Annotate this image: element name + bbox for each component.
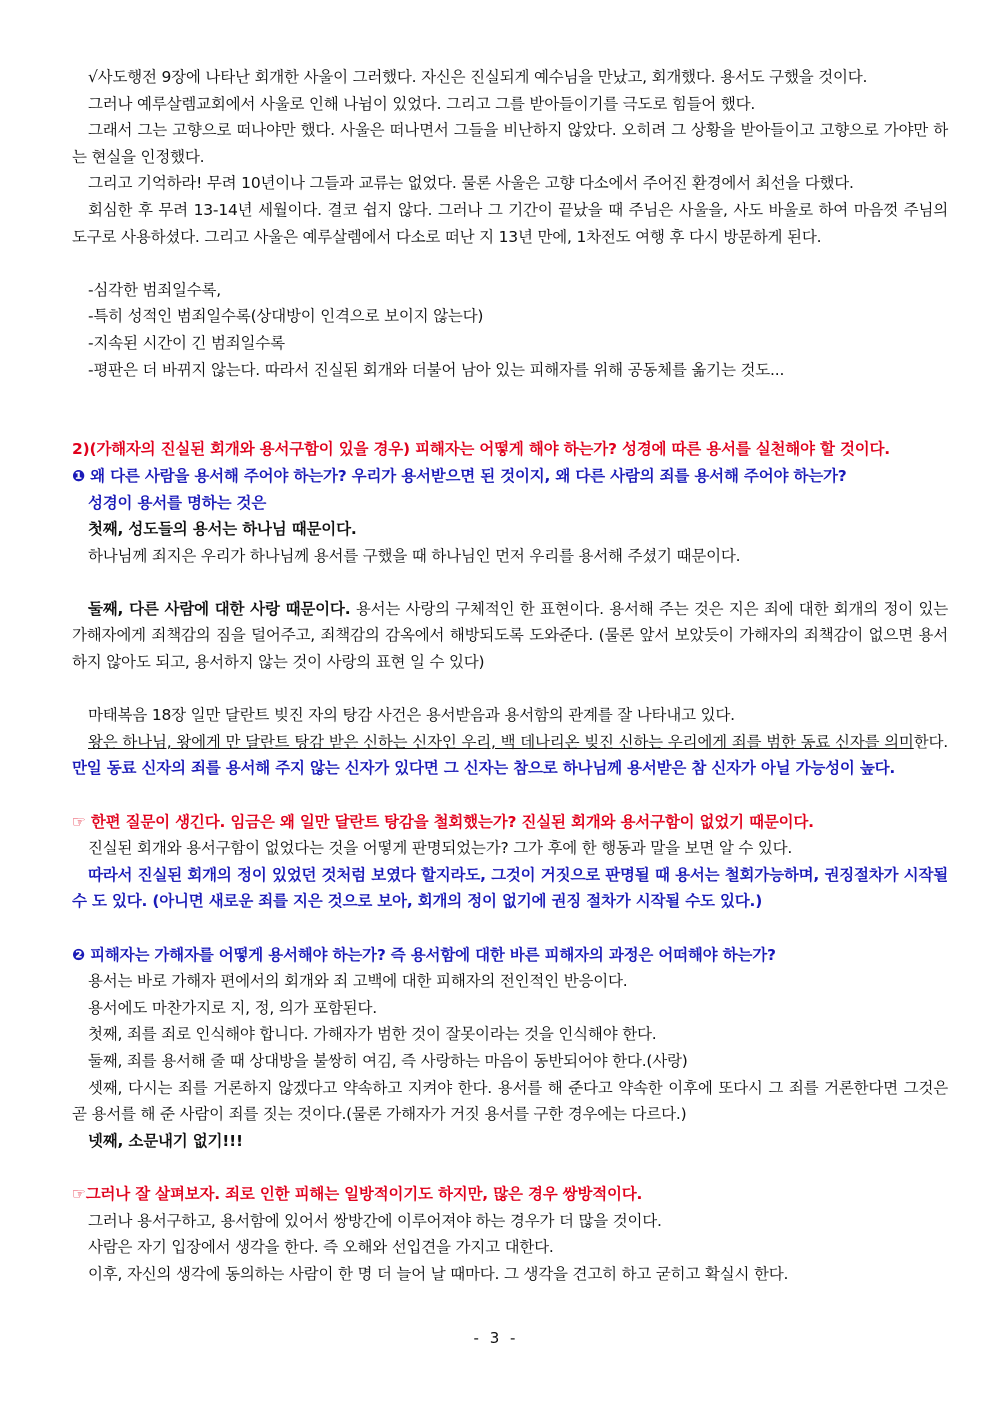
- question-2-line: 셋째, 다시는 죄를 거론하지 않겠다고 약속하고 지켜야 한다. 용서를 해 준다고 약속한 이후에 또다시 그 죄를 거론한다면 그것은 곧 용서를 해 준 사람이 죄를 짓는 것이다.(물론 가해자가 거짓 용서를 구한 경우에는 다르다.): [72, 1078, 948, 1124]
- king-plain: 한다.: [913, 732, 948, 751]
- spacer: [72, 250, 948, 277]
- matthew-line: 마태복음 18장 일만 달란트 빚진 자의 탕감 사건은 용서받음과 용서함의 관계를 잘 나타내고 있다.: [88, 706, 735, 725]
- dash-item: -특히 성적인 범죄일수록(상대방이 인격으로 보이지 않는다): [88, 307, 484, 326]
- question-2-line: 둘째, 죄를 용서해 줄 때 상대방을 불쌍히 여김, 즉 사랑하는 마음이 동반되어야 한다.(사랑): [88, 1051, 688, 1070]
- second-reason-text: 용서는 사랑의 구체적인 한 표현이다. 용서해 주는 것은 지은 죄에 대한 회개의 정이 있는 가해자에게 죄책감의 짐을 덜어주고, 죄책감의 감옥에서 해방되도록 도와준다. (물론 앞서 보았듯이 가해자의 죄책감이 없으면 용서하지 않아도 되고, 용서하지 않는 것이 사랑의 표현 일 수 있다): [72, 599, 948, 672]
- question-2: ❷ 피해자는 가해자를 어떻게 용서해야 하는가? 즉 용서함에 대한 바른 피해자의 과정은 어떠해야 하는가?: [72, 945, 776, 964]
- king-emphasis: 만일 동료 신자의 죄를 용서해 주지 않는 신자가 있다면 그 신자는 참으로 하나님께 용서받은 참 신자가 아닐 가능성이 높다.: [72, 759, 896, 778]
- dash-item: -지속된 시간이 긴 범죄일수록: [88, 333, 285, 352]
- question-2-line: 첫째, 죄를 죄로 인식해야 합니다. 가해자가 범한 것이 잘못이라는 것을 인식해야 한다.: [88, 1025, 657, 1044]
- question-2-line-bold: 넷째, 소문내기 없기!!!: [88, 1131, 243, 1150]
- dash-item: -심각한 범죄일수록,: [88, 280, 222, 299]
- question-note-emphasis: 따라서 진실된 회개의 정이 있었던 것처럼 보였다 할지라도, 그것이 거짓으로 판명될 때 용서는 철회가능하며, 권징절차가 시작될 수 도 있다. (아니면 새로운 죄를 지은 것으로 보아, 회개의 정이 없기에 권징 절차가 시작될 수도 있다.): [72, 865, 948, 911]
- spacer: [72, 676, 948, 703]
- spacer: [72, 410, 948, 437]
- mutual-line: 이후, 자신의 생각에 동의하는 사람이 한 명 더 늘어 날 때마다. 그 생각을 견고히 하고 굳히고 확실시 한다.: [88, 1264, 789, 1283]
- question-2-line: 용서는 바로 가해자 편에서의 회개와 죄 고백에 대한 피해자의 전인적인 반응이다.: [88, 972, 628, 991]
- spacer: [72, 569, 948, 596]
- first-reason-heading: 첫째, 성도들의 용서는 하나님 때문이다.: [88, 520, 357, 539]
- mutual-line: 사람은 자기 입장에서 생각을 한다. 즉 오해와 선입견을 가지고 대한다.: [88, 1238, 554, 1257]
- spacer: [72, 1154, 948, 1181]
- second-reason-paragraph: [72, 596, 948, 676]
- section-heading: 2)(가해자의 진실된 회개와 용서구함이 있을 경우) 피해자는 어떻게 해야 하는가? 성경에 따른 용서를 실천해야 할 것이다.: [72, 440, 890, 459]
- question-1: ❶ 왜 다른 사람을 용서해 주어야 하는가? 우리가 용서받으면 된 것이지, 왜 다른 사람의 죄를 용서해 주어야 하는가?: [72, 466, 847, 485]
- king-underlined: 왕은 하나님, 왕에게 만 달란트 탕감 받은 신하는 신자인 우리, 백 데나리온 빚진 신하는 우리에게 죄를 범한 동료 신자를 의미: [88, 732, 914, 751]
- dash-list: [72, 277, 948, 383]
- first-reason-text: 하나님께 죄지은 우리가 하나님께 용서를 구했을 때 하나님인 먼저 우리를 용서해 주셨기 때문이다.: [88, 546, 741, 565]
- king-paragraph: [72, 729, 948, 782]
- question-note: ☞ 한편 질문이 생긴다. 임금은 왜 일만 달란트 탕감을 철회했는가? 진실된 회개와 용서구함이 없었기 때문이다.: [72, 812, 814, 831]
- spacer: [72, 383, 948, 410]
- mutual-note: ☞그러나 잘 살펴보자. 죄로 인한 피해는 일방적이기도 하지만, 많은 경우 쌍방적이다.: [72, 1184, 643, 1203]
- question-2-line: 용서에도 마찬가지로 지, 정, 의가 포함된다.: [88, 998, 377, 1017]
- spacer: [72, 915, 948, 942]
- spacer: [72, 782, 948, 809]
- intro-line-3: 그래서 그는 고향으로 떠나야만 했다. 사울은 떠나면서 그들을 비난하지 않았다. 오히려 그 상황을 받아들이고 고향으로 가야만 하는 현실을 인정했다.: [72, 121, 948, 166]
- question-note-text: 진실된 회개와 용서구함이 없었다는 것을 어떻게 판명되었는가? 그가 후에 한 행동과 말을 보면 알 수 있다.: [88, 839, 793, 858]
- intro-line-5: 회심한 후 무려 13-14년 세월이다. 결코 쉽지 않다. 그러나 그 기간이 끝났을 때 주님은 사울을, 사도 바울로 하여 마음껏 주님의 도구로 사용하셨다. 그리고 사울은 예루살렘에서 다소로 떠난 지 13년 만에, 1차전도 여행 후 다시 방문하게 된다.: [72, 200, 948, 246]
- mutual-line: 그러나 용서구하고, 용서함에 있어서 쌍방간에 이루어져야 하는 경우가 더 많을 것이다.: [88, 1211, 662, 1230]
- intro-line-4: 그리고 기억하라! 무려 10년이나 그들과 교류는 없었다. 물론 사울은 고향 다소에서 주어진 환경에서 최선을 다했다.: [88, 174, 854, 193]
- intro-line-1: √사도행전 9장에 나타난 회개한 사울이 그러했다. 자신은 진실되게 예수님을 만났고, 회개했다. 용서도 구했을 것이다.: [88, 68, 868, 86]
- page-number: - 3 -: [473, 1329, 519, 1347]
- dash-item: -평판은 더 바뀌지 않는다. 따라서 진실된 회개와 더불어 남아 있는 피해자를 위해 공동체를 옮기는 것도...: [88, 360, 785, 379]
- intro-line-2: 그러나 예루살렘교회에서 사울로 인해 나뉨이 있었다. 그리고 그를 받아들이기를 극도로 힘들어 했다.: [88, 94, 756, 113]
- second-reason-heading: 둘째, 다른 사람에 대한 사랑 때문이다.: [88, 599, 351, 618]
- document-page: [72, 64, 948, 1287]
- question-1-sub: 성경이 용서를 명하는 것은: [88, 493, 267, 512]
